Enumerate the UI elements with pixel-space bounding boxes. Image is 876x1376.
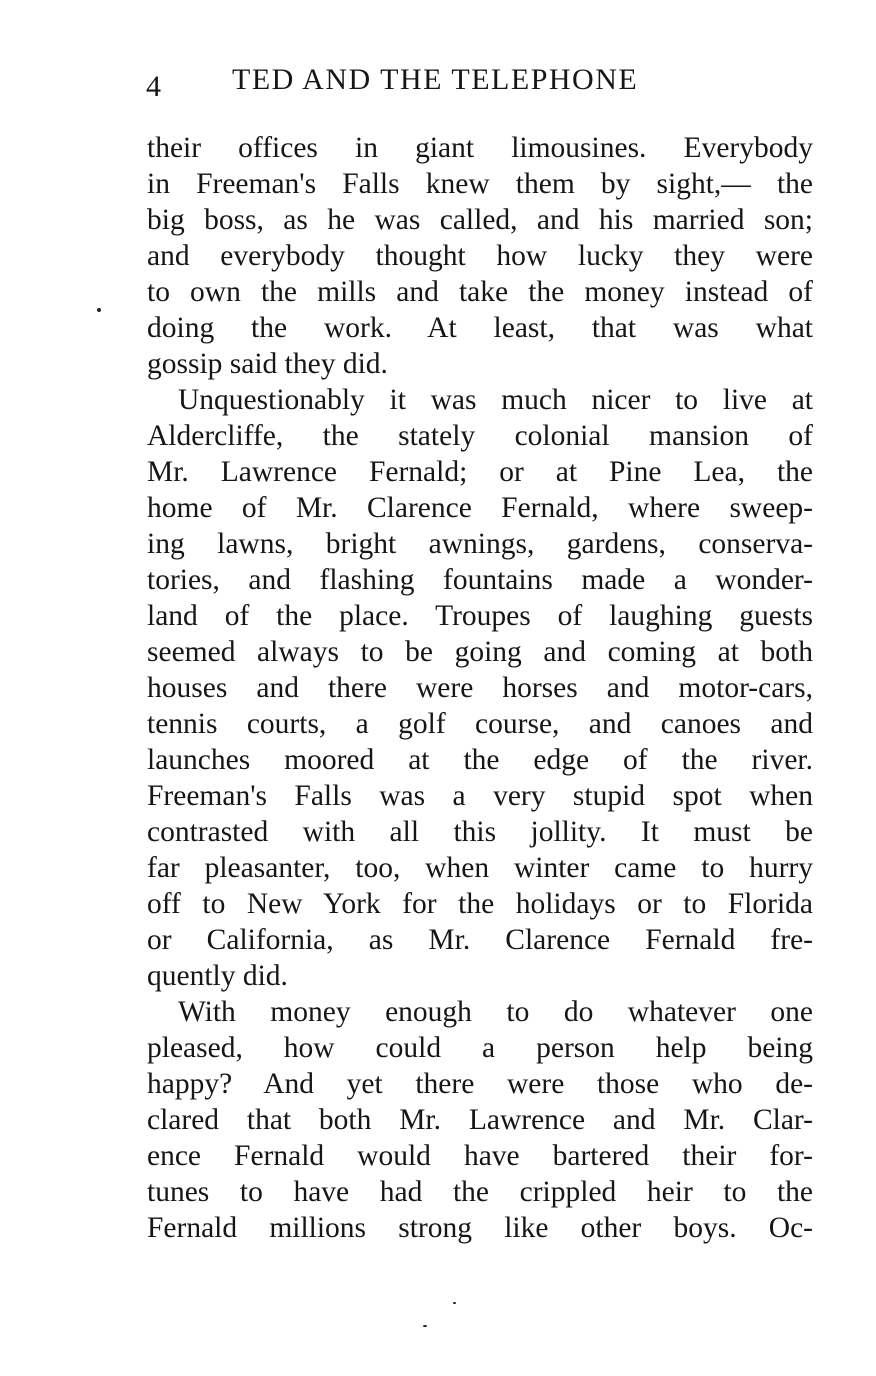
paragraph — [147, 994, 813, 1246]
text-line: gossip said they did. — [147, 348, 388, 380]
text-line: their offices in giant limousines. Everybody — [147, 132, 813, 164]
text-line: houses and there were horses and motor-cars, — [147, 672, 813, 704]
text-line: launches moored at the edge of the river. — [147, 744, 813, 776]
scan-speck — [423, 1325, 427, 1327]
body-text — [147, 130, 813, 1246]
text-line: clared that both Mr. Lawrence and Mr. Clar- — [147, 1104, 813, 1136]
text-line: or California, as Mr. Clarence Fernald fre- — [147, 924, 813, 956]
text-line: in Freeman's Falls knew them by sight,— the — [147, 168, 813, 200]
text-line: contrasted with all this jollity. It must be — [147, 816, 813, 848]
text-line: big boss, as he was called, and his married son; — [147, 204, 813, 236]
text-line: doing the work. At least, that was what — [147, 312, 813, 344]
text-line: happy? And yet there were those who de- — [147, 1068, 813, 1100]
text-line: far pleasanter, too, when winter came to hurry — [147, 852, 813, 884]
text-line: tunes to have had the crippled heir to the — [147, 1176, 813, 1208]
scan-speck — [453, 1302, 456, 1304]
running-head: TED AND THE TELEPHONE — [232, 63, 639, 96]
page-number: 4 — [146, 70, 161, 103]
text-line: off to New York for the holidays or to Florida — [147, 888, 813, 920]
text-line: Freeman's Falls was a very stupid spot when — [147, 780, 813, 812]
text-line: pleased, how could a person help being — [147, 1032, 813, 1064]
paragraph — [147, 130, 813, 382]
text-line: to own the mills and take the money instead of — [147, 276, 813, 308]
text-line: Aldercliffe, the stately colonial mansion of — [147, 420, 813, 452]
scan-speck — [97, 308, 101, 312]
text-line: Mr. Lawrence Fernald; or at Pine Lea, the — [147, 456, 813, 488]
text-line: ing lawns, bright awnings, gardens, conserva- — [147, 528, 813, 560]
page-header — [146, 62, 812, 102]
text-line: home of Mr. Clarence Fernald, where sweep- — [147, 492, 813, 524]
text-line: and everybody thought how lucky they were — [147, 240, 813, 272]
text-line: tennis courts, a golf course, and canoes and — [147, 708, 813, 740]
text-line: Fernald millions strong like other boys. Oc- — [147, 1212, 813, 1244]
paragraph — [147, 382, 813, 994]
text-line: Unquestionably it was much nicer to live at — [178, 384, 813, 416]
text-line: tories, and flashing fountains made a wonder- — [147, 564, 813, 596]
text-line: seemed always to be going and coming at both — [147, 636, 813, 668]
text-line: With money enough to do whatever one — [178, 996, 813, 1028]
text-line: ence Fernald would have bartered their for- — [147, 1140, 813, 1172]
text-line: quently did. — [147, 960, 288, 992]
text-line: land of the place. Troupes of laughing guests — [147, 600, 813, 632]
